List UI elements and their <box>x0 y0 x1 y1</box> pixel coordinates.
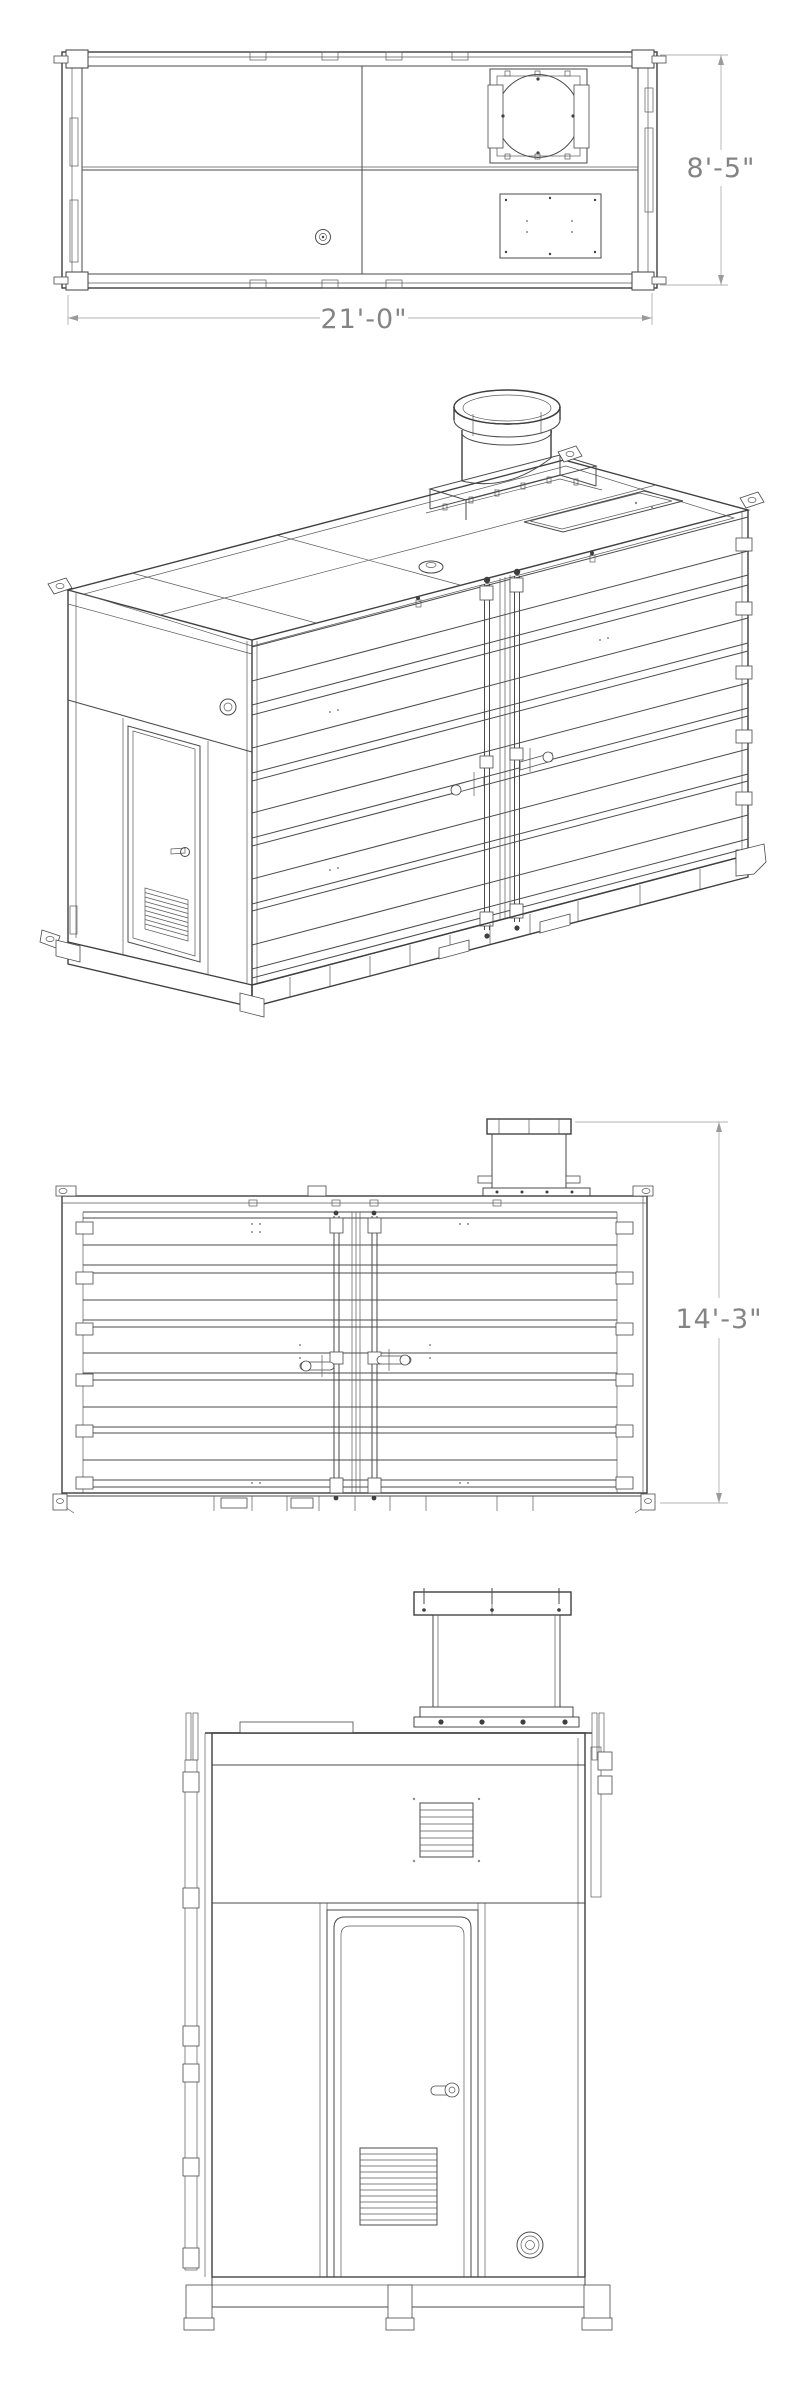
door-handle <box>431 2083 459 2097</box>
door-louver <box>145 893 188 937</box>
side-exhaust-stack <box>478 1119 590 1196</box>
dimension-plan-length <box>68 293 652 335</box>
front-right-strip <box>591 1747 612 1897</box>
plan-length-label: 21'-0" <box>320 304 408 335</box>
personnel-door <box>128 726 200 962</box>
camlock-fitting <box>517 2232 543 2258</box>
roof-access-panel <box>500 194 601 258</box>
front-personnel-door <box>327 1910 478 2277</box>
front-elevation-view <box>183 1588 612 2330</box>
isometric-view <box>40 390 766 1017</box>
roof-hatch <box>524 491 683 532</box>
panel-hinges <box>736 538 752 863</box>
door-lock-rods <box>451 569 553 939</box>
side-skid <box>53 1494 655 1513</box>
roof-fan-opening <box>488 69 589 163</box>
plan-view <box>54 50 755 335</box>
skid-base <box>56 844 766 1017</box>
wall-louver-vent <box>413 1798 480 1862</box>
side-lock-rods <box>300 1211 411 1501</box>
dimension-overall-height <box>575 1122 763 1503</box>
overall-height-label: 14'-3" <box>675 1304 763 1335</box>
plan-width-label: 8'-5" <box>686 153 756 184</box>
front-exhaust-stack <box>414 1588 579 1727</box>
side-elevation-view <box>53 1119 763 1513</box>
side-panel-slats <box>83 1218 617 1487</box>
side-panel-hinges <box>76 1222 633 1489</box>
dimension-plan-width <box>660 55 755 285</box>
front-door-louver <box>360 2148 437 2225</box>
front-left-strip <box>183 1760 199 2270</box>
front-skid <box>184 2277 612 2330</box>
roof-fill-cap <box>316 230 331 245</box>
